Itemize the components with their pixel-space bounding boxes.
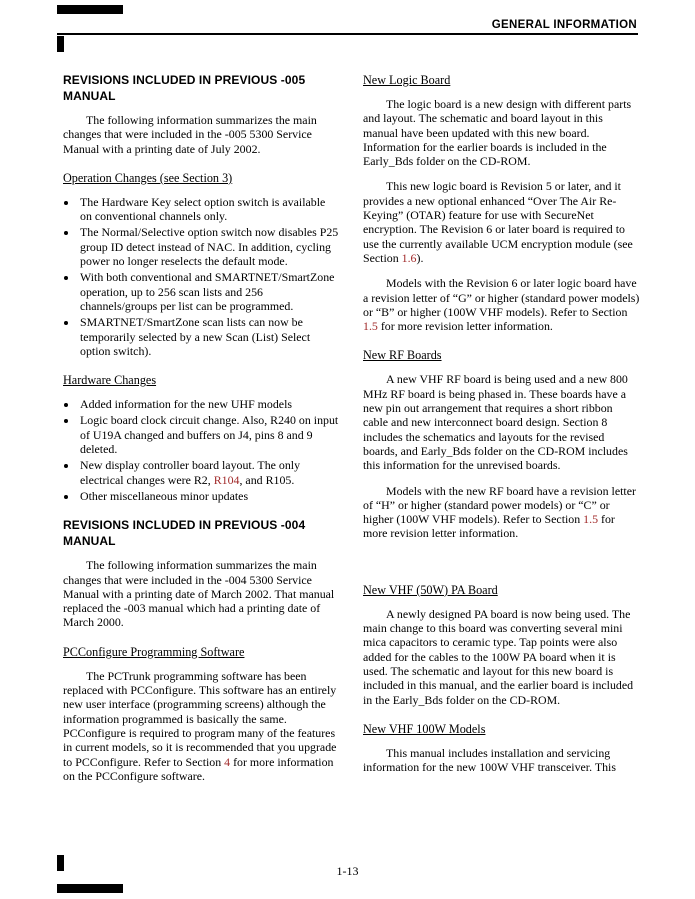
page-header-title: GENERAL INFORMATION bbox=[491, 19, 637, 31]
bullet-item bbox=[78, 195, 340, 224]
bullet-item bbox=[78, 458, 340, 487]
text-segment: New display controller board layout. The only electrical changes were R2, bbox=[80, 458, 301, 487]
text-segment: Models with the Revision 6 or later logic board have a revision letter of “G” or higher (standard power models) or “B” or higher (100W VHF models). Refer to Section bbox=[363, 276, 640, 319]
body-paragraph bbox=[363, 179, 640, 265]
body-paragraph bbox=[363, 276, 640, 333]
body-paragraph bbox=[363, 372, 640, 472]
bullet-item bbox=[78, 489, 340, 503]
text-segment: A newly designed PA board is now being used. The main change to this board was converting several mini mica capacitors to ceramic type. Tap points were also added for the cables to the 100W PA board when it is used. The schematic and layout for this new board is included in this manual, and the earlier board is included in the Early_Bds folder on the CD-ROM. bbox=[363, 606, 634, 707]
text-segment: Operation Changes (see Section 3) bbox=[63, 170, 233, 185]
bullet-item bbox=[78, 225, 340, 268]
page-number: 1-13 bbox=[336, 864, 359, 878]
text-segment: Other miscellaneous minor updates bbox=[80, 488, 249, 503]
text-segment: The logic board is a new design with different parts and layout. The schematic and board layout in this manual have been updated with this new board. Information for the earlier boards is included in the Early_Bds folder on the CD-ROM. bbox=[363, 97, 632, 169]
bullet-item bbox=[78, 315, 340, 358]
subsection-heading bbox=[363, 722, 640, 737]
text-segment: , and R105. bbox=[239, 472, 295, 487]
text-segment: for more information on the PCConfigure software. bbox=[63, 754, 334, 783]
text-segment: Added information for the new UHF models bbox=[80, 397, 293, 412]
subsection-heading bbox=[363, 583, 640, 598]
text-segment: The Normal/Selective option switch now disables P25 group ID detect instead of NAC. In addition, cycling power no longer reselects the default mode. bbox=[80, 225, 339, 269]
text-segment: The following information summarizes the main changes that were included in the -004 5300 Service Manual with a printing date of March 2002. That manual replaced the -003 manual which had a printing date of March 2000. bbox=[63, 558, 335, 630]
text-segment: The following information summarizes the main changes that were included in the -005 5300 Service Manual with a printing date of July 2002. bbox=[63, 113, 317, 156]
content-columns bbox=[63, 73, 640, 794]
text-segment: SMARTNET/SmartZone scan lists can now be temporarily selected by a new Scan (List) Select option switch). bbox=[80, 315, 311, 358]
text-segment: REVISIONS INCLUDED IN PREVIOUS -004 MANUAL bbox=[63, 518, 306, 548]
text-segment: ). bbox=[416, 250, 424, 265]
text-segment: A new VHF RF board is being used and a new 800 MHz RF board is being phased in. These boards have a new pin out arrangement that requires a short ribbon cable and new interconnect board design. Section 8 includes the schematics and layouts for the revised boards, and Early_Bds folder on the CD-ROM includes this information for the unrevised boards. bbox=[363, 372, 628, 473]
subsection-heading bbox=[63, 373, 340, 388]
text-segment: PCConfigure Programming Software bbox=[63, 644, 245, 659]
registration-mark-top bbox=[57, 5, 123, 14]
text-segment: This manual includes installation and servicing information for the new 100W VHF transceiver. This bbox=[363, 745, 616, 775]
subsection-heading bbox=[363, 73, 640, 88]
text-segment: New VHF (50W) PA Board bbox=[363, 582, 498, 597]
registration-mark-bottom bbox=[57, 884, 123, 893]
body-paragraph bbox=[363, 484, 640, 541]
subsection-heading bbox=[63, 645, 340, 660]
section-reference: 1.5 bbox=[583, 512, 599, 527]
body-paragraph bbox=[63, 558, 340, 629]
body-paragraph bbox=[63, 669, 340, 783]
subsection-heading bbox=[63, 171, 340, 186]
text-segment: Logic board clock circuit change. Also, R240 on input of U19A changed and buffers on J4, pins 8 and 9 deleted. bbox=[80, 413, 339, 457]
text-segment: The Hardware Key select option switch is available on conventional channels only. bbox=[80, 194, 326, 224]
header-rule bbox=[57, 33, 638, 35]
section-reference: 4 bbox=[224, 754, 231, 769]
subsection-heading bbox=[363, 348, 640, 363]
text-segment: Hardware Changes bbox=[63, 373, 157, 388]
bullet-item bbox=[78, 397, 340, 411]
text-segment: With both conventional and SMARTNET/SmartZone operation, up to 256 scan lists and 256 channels/groups per list can be programmed. bbox=[80, 270, 335, 313]
left-column bbox=[63, 73, 340, 794]
text-segment: New VHF 100W Models bbox=[363, 721, 486, 736]
bullet-list bbox=[63, 195, 340, 358]
text-segment: The PCTrunk programming software has been replaced with PCConfigure. This software has an entirely new user interface (programming screens) although the information programmed is basically the same. PCConfigure is required to program many of the features in current models, so it is recommended that you upgrade to PCConfigure. Refer to Section bbox=[63, 668, 337, 769]
bullet-item bbox=[78, 413, 340, 456]
body-paragraph bbox=[63, 113, 340, 156]
body-paragraph bbox=[363, 607, 640, 707]
registration-mark-left-top bbox=[57, 36, 64, 52]
right-column bbox=[363, 73, 640, 794]
text-segment: for more revision letter information. bbox=[377, 319, 553, 334]
text-segment: New RF Boards bbox=[363, 348, 442, 363]
text-segment: Models with the new RF board have a revision letter of “H” or higher (standard power models) or “C” or higher (100W VHF models). Refer to Section bbox=[363, 483, 636, 527]
body-paragraph bbox=[363, 97, 640, 168]
bullet-item bbox=[78, 270, 340, 313]
section-heading bbox=[63, 73, 340, 104]
body-paragraph bbox=[363, 746, 640, 775]
section-reference: 1.5 bbox=[363, 319, 378, 334]
text-segment: This new logic board is Revision 5 or later, and it provides a new optional enhanced “Over The Air Re-Keying” (OTAR) feature for use with SecureNet encryption. The Revision 6 or later board is required to use the currently available UCM encryption module (see Section bbox=[363, 179, 633, 265]
text-segment: for more revision letter information. bbox=[363, 512, 615, 541]
bullet-list bbox=[63, 397, 340, 503]
section-reference: 1.6 bbox=[401, 250, 417, 265]
section-heading bbox=[63, 518, 340, 549]
section-reference: R104 bbox=[213, 472, 240, 487]
text-segment: New Logic Board bbox=[363, 73, 451, 87]
text-segment: REVISIONS INCLUDED IN PREVIOUS -005 MANUAL bbox=[63, 73, 306, 103]
